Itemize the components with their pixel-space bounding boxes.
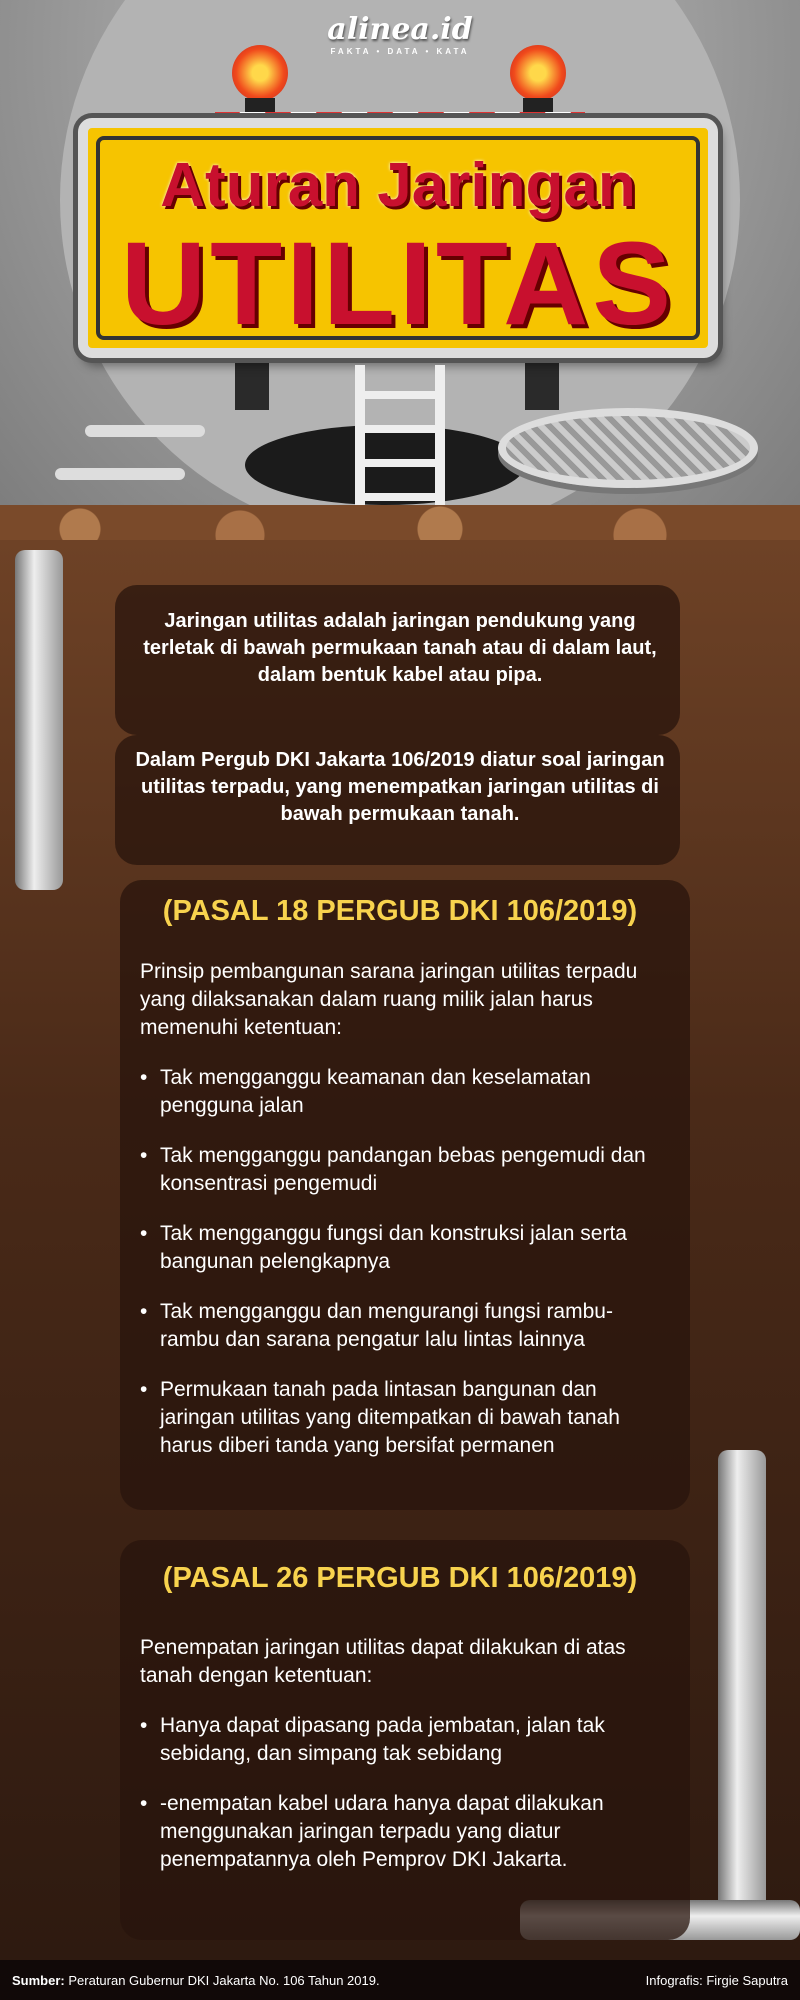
section1-body bbox=[140, 958, 660, 1482]
list-item: • Tak mengganggu fungsi dan konstruksi jalan serta bangunan pelengkapnya bbox=[140, 1220, 660, 1276]
footer bbox=[0, 1960, 800, 2000]
list-item: • Tak mengganggu pandangan bebas pengemudi dan konsentrasi pengemudi bbox=[140, 1142, 660, 1198]
source-label: Sumber: bbox=[12, 1972, 65, 1988]
title-line2: UTILITAS bbox=[120, 218, 676, 350]
title-sign bbox=[78, 118, 718, 358]
logo bbox=[0, 12, 800, 56]
title-line1: Aturan Jaringan bbox=[160, 151, 636, 220]
sign-leg bbox=[525, 350, 559, 410]
wrench-icon bbox=[85, 425, 205, 437]
pipe-right bbox=[718, 1450, 766, 1920]
intro-paragraph: Jaringan utilitas adalah jaringan pendukung yang terletak di bawah permukaan tanah atau di dalam laut, dalam bentuk kabel atau pipa. bbox=[143, 610, 657, 686]
logo-tagline: FAKTA • DATA • KATA bbox=[330, 47, 470, 56]
warning-lamp-icon bbox=[510, 45, 566, 101]
list-item: • -enempatan kabel udara hanya dapat dilakukan menggunakan jaringan terpadu yang diatur penempatannya oleh Pemprov DKI Jakarta. bbox=[140, 1790, 660, 1874]
list-item: • Tak mengganggu dan mengurangi fungsi rambu-rambu dan sarana pengatur lalu lintas lainnya bbox=[140, 1298, 660, 1354]
ladder-icon bbox=[355, 365, 445, 505]
section1-lead: Prinsip pembangunan sarana jaringan utilitas terpadu yang dilaksanakan dalam ruang milik jalan harus memenuhi ketentuan: bbox=[140, 960, 638, 1039]
list-item: • Hanya dapat dipasang pada jembatan, jalan tak sebidang, dan simpang tak sebidang bbox=[140, 1712, 660, 1768]
wrench-icon bbox=[55, 468, 185, 480]
logo-name: alinea.id bbox=[327, 12, 473, 47]
header-illustration bbox=[0, 0, 800, 530]
manhole-cover-icon bbox=[498, 408, 758, 488]
list-item: • Tak mengganggu keamanan dan keselamatan pengguna jalan bbox=[140, 1064, 660, 1120]
sign-leg bbox=[235, 350, 269, 410]
source-text bbox=[12, 1973, 380, 1988]
credit-text: Infografis: Firgie Saputra bbox=[645, 1972, 788, 1988]
source-value: Peraturan Gubernur DKI Jakarta No. 106 Tahun 2019. bbox=[68, 1972, 380, 1988]
section2-body bbox=[140, 1634, 660, 1896]
warning-lamp-icon bbox=[232, 45, 288, 101]
pipe-left bbox=[15, 550, 63, 890]
intro-paragraph: Dalam Pergub DKI Jakarta 106/2019 diatur soal jaringan utilitas terpadu, yang menempatkan jaringan utilitas di bawah permukaan tanah. bbox=[135, 749, 665, 825]
section2-lead: Penempatan jaringan utilitas dapat dilakukan di atas tanah dengan ketentuan: bbox=[140, 1636, 626, 1687]
section2-heading: (PASAL 26 PERGUB DKI 106/2019) bbox=[162, 1562, 638, 1594]
section1-heading: (PASAL 18 PERGUB DKI 106/2019) bbox=[162, 895, 638, 927]
list-item: • Permukaan tanah pada lintasan bangunan dan jaringan utilitas yang ditempatkan di bawah tanah harus diberi tanda yang bersifat permanen bbox=[140, 1376, 660, 1460]
